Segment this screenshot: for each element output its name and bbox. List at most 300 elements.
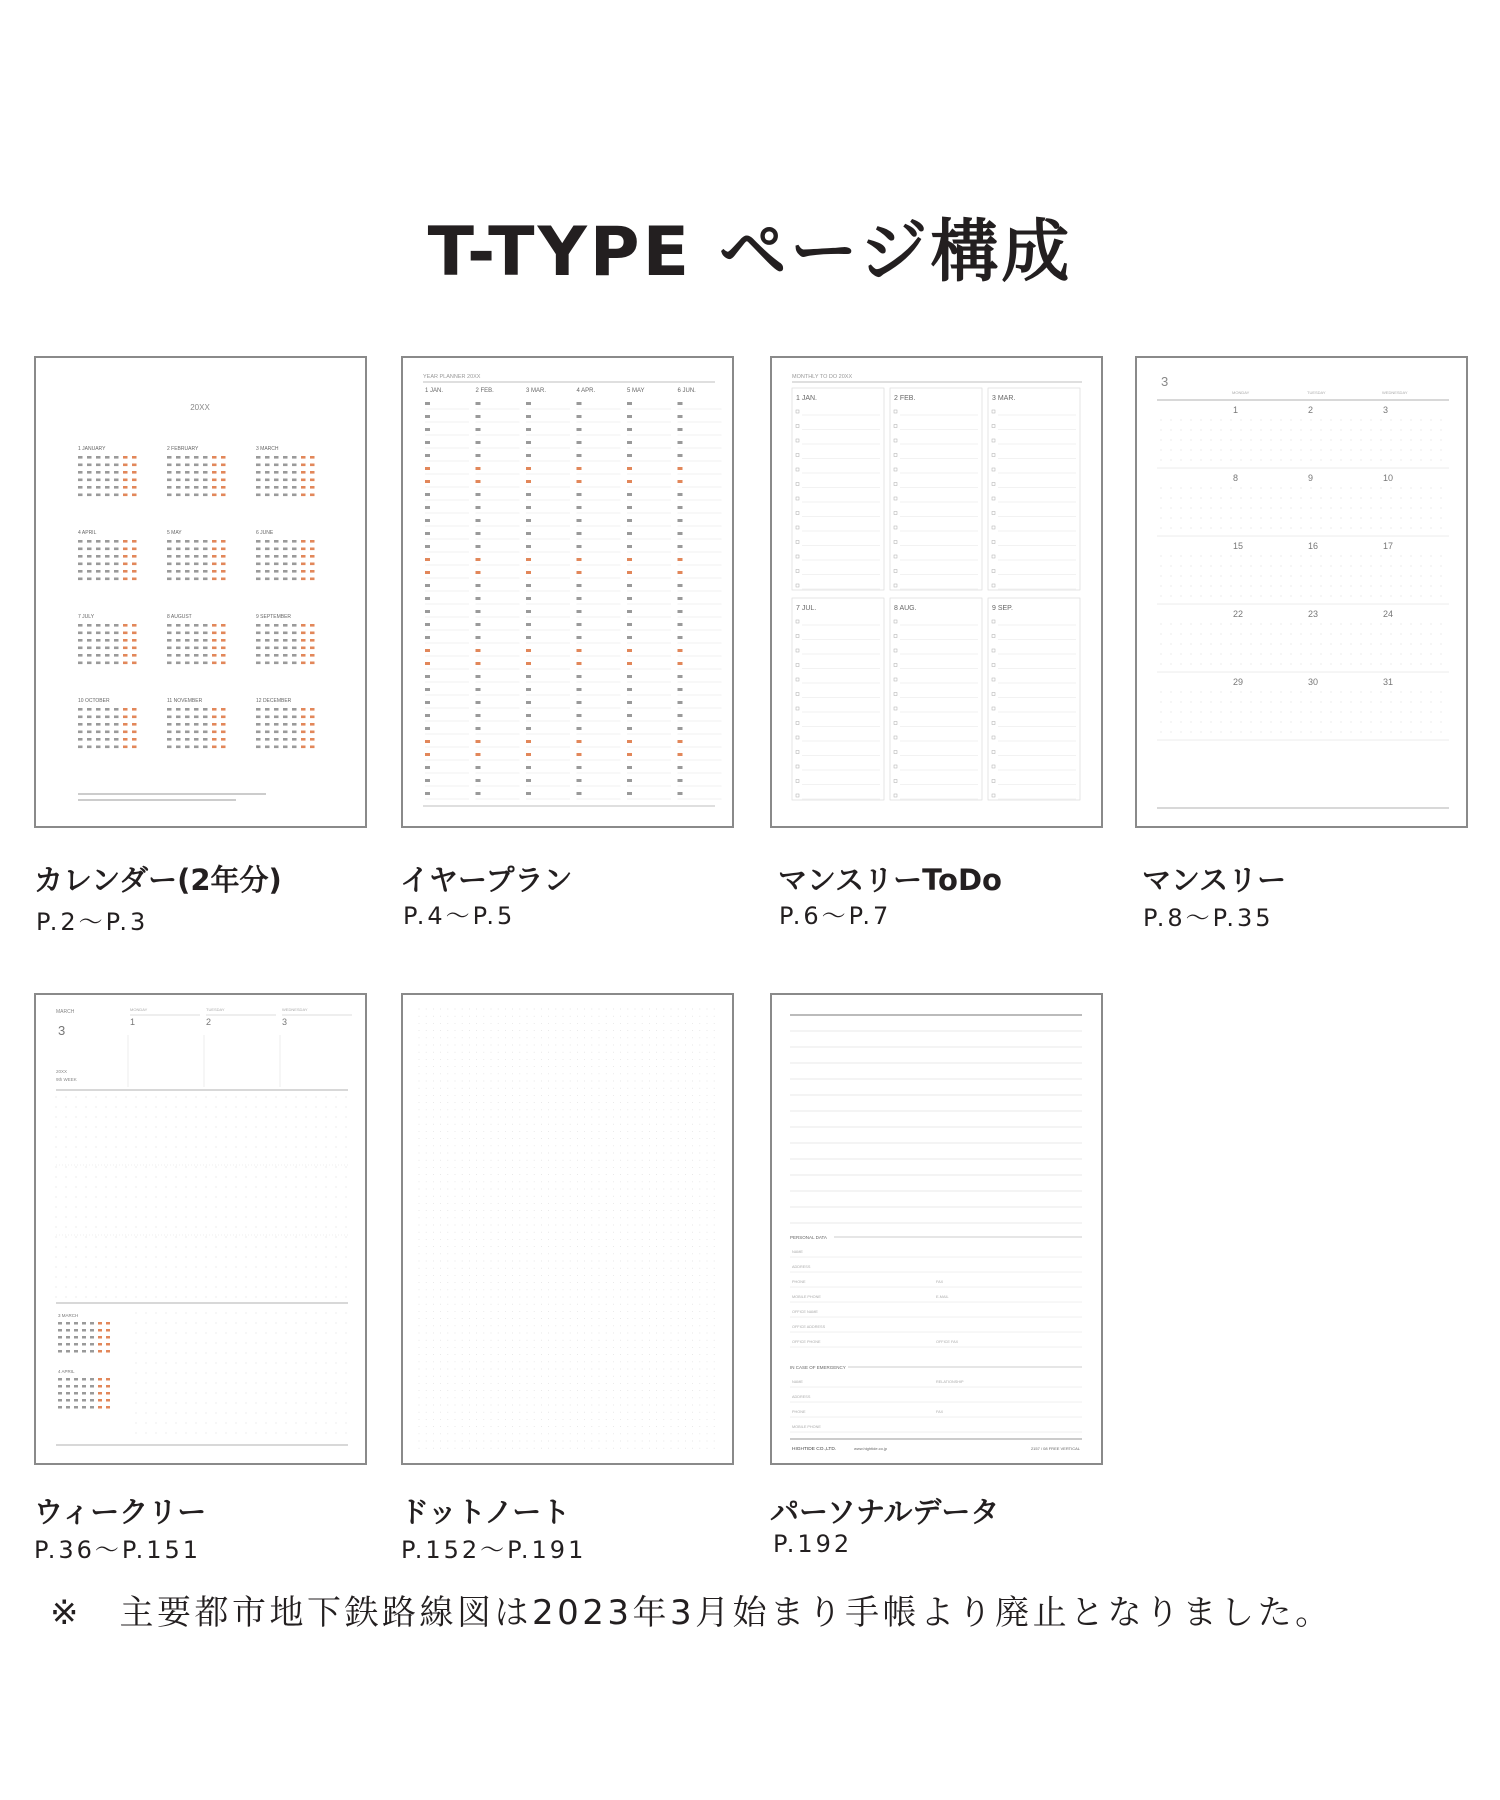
year-planner-day — [425, 428, 430, 431]
calendar-day — [87, 708, 92, 711]
personal-field: NAME — [792, 1380, 803, 1384]
monthly-todo-header: MONTHLY TO DO 20XX — [792, 374, 853, 380]
year-planner-day — [476, 636, 481, 639]
page-title: T-TYPE ページ構成 — [427, 213, 1073, 292]
year-planner-day — [678, 519, 683, 522]
year-planner-day — [627, 402, 632, 405]
year-planner-day — [526, 480, 531, 483]
todo-checkbox — [894, 439, 897, 442]
calendar-day — [292, 708, 297, 711]
calendar-day — [221, 486, 226, 489]
calendar-day — [123, 464, 128, 467]
year-planner-day — [577, 610, 582, 613]
calendar-day — [212, 548, 217, 551]
monthly-weekday: MONDAY — [1232, 390, 1250, 395]
calendar-day — [78, 555, 83, 558]
calendar-day — [176, 570, 181, 573]
calendar-day — [114, 548, 119, 551]
calendar-day — [221, 632, 226, 635]
calendar-day — [87, 716, 92, 719]
weekly-mini-day — [82, 1329, 86, 1332]
calendar-day — [123, 555, 128, 558]
todo-checkbox — [992, 693, 995, 696]
year-planner-day — [627, 545, 632, 548]
calendar-day — [96, 563, 101, 566]
calendar-day — [105, 471, 110, 474]
year-planner-day — [627, 480, 632, 483]
todo-checkbox — [796, 780, 799, 783]
calendar-day — [310, 548, 315, 551]
weekly-mini-day — [90, 1378, 94, 1381]
todo-checkbox — [796, 497, 799, 500]
calendar-day — [283, 456, 288, 459]
personal-field: FAX — [936, 1410, 944, 1414]
calendar-day — [301, 746, 306, 749]
todo-checkbox — [796, 620, 799, 623]
calendar-day — [114, 708, 119, 711]
year-planner-day — [678, 636, 683, 639]
calendar-day — [301, 639, 306, 642]
calendar-day — [265, 555, 270, 558]
calendar-day — [274, 708, 279, 711]
weekly-mini-day — [66, 1350, 70, 1353]
calendar-day — [87, 479, 92, 482]
year-planner-day — [627, 740, 632, 743]
calendar-day — [96, 716, 101, 719]
calendar-day — [292, 486, 297, 489]
calendar-day — [203, 654, 208, 657]
calendar-day — [265, 456, 270, 459]
calendar-day — [256, 471, 261, 474]
calendar-day — [167, 624, 172, 627]
year-planner-day — [627, 792, 632, 795]
calendar-day — [221, 548, 226, 551]
calendar-day — [114, 746, 119, 749]
calendar-day — [203, 731, 208, 734]
calendar-day — [212, 479, 217, 482]
caption-personal-data: パーソナルデータ — [770, 1495, 1000, 1529]
calendar-day — [292, 555, 297, 558]
year-planner-day — [577, 480, 582, 483]
calendar-day — [78, 464, 83, 467]
year-planner-day — [627, 441, 632, 444]
todo-checkbox — [894, 794, 897, 797]
calendar-day — [265, 471, 270, 474]
calendar-day — [185, 456, 190, 459]
calendar-day — [176, 563, 181, 566]
year-planner-day — [425, 753, 430, 756]
todo-checkbox — [894, 620, 897, 623]
calendar-day — [114, 471, 119, 474]
calendar-day — [87, 555, 92, 558]
calendar-day — [292, 540, 297, 543]
calendar-day — [87, 486, 92, 489]
calendar-day — [274, 662, 279, 665]
discontinued-note: ※ 主要都市地下鉄路線図は2023年3月始まり手帳より廃止となりました。 — [50, 1593, 1333, 1633]
year-planner-day — [476, 415, 481, 418]
year-planner-day — [425, 467, 430, 470]
year-planner-day — [577, 779, 582, 782]
calendar-day — [176, 639, 181, 642]
calendar-day — [283, 647, 288, 650]
monthly-date: 9 — [1308, 473, 1314, 483]
year-planner-day — [577, 519, 582, 522]
dot-grid — [1161, 420, 1442, 461]
todo-checkbox — [796, 751, 799, 754]
calendar-day — [78, 731, 83, 734]
calendar-day — [274, 647, 279, 650]
weekly-mini-day — [58, 1322, 62, 1325]
calendar-day — [292, 662, 297, 665]
calendar-day — [123, 738, 128, 741]
calendar-day — [292, 624, 297, 627]
personal-field: OFFICE FAX — [936, 1340, 959, 1344]
year-planner-day — [627, 532, 632, 535]
calendar-day — [283, 548, 288, 551]
calendar-day — [274, 456, 279, 459]
calendar-day — [203, 723, 208, 726]
calendar-day — [87, 662, 92, 665]
year-planner-day — [476, 727, 481, 730]
year-planner-day — [425, 727, 430, 730]
weekly-mini-day — [90, 1343, 94, 1346]
calendar-day — [132, 624, 137, 627]
year-planner-day — [678, 506, 683, 509]
calendar-day — [176, 708, 181, 711]
year-planner-day — [627, 753, 632, 756]
todo-checkbox — [992, 425, 995, 428]
weekly-mini-day — [98, 1343, 102, 1346]
calendar-day — [256, 624, 261, 627]
calendar-day — [123, 708, 128, 711]
year-planner-day — [577, 766, 582, 769]
calendar-day — [212, 738, 217, 741]
calendar-day — [292, 632, 297, 635]
calendar-day — [167, 486, 172, 489]
calendar-day — [105, 731, 110, 734]
calendar-day — [78, 578, 83, 581]
calendar-day — [265, 723, 270, 726]
calendar-day — [123, 486, 128, 489]
monthly-weekday: WEDNESDAY — [1382, 390, 1408, 395]
calendar-day — [132, 578, 137, 581]
calendar-day — [212, 639, 217, 642]
dot-grid — [136, 1313, 347, 1434]
calendar-day — [87, 578, 92, 581]
calendar-day — [114, 464, 119, 467]
calendar-day — [185, 578, 190, 581]
calendar-day — [203, 662, 208, 665]
year-planner-day — [425, 454, 430, 457]
year-planner-day — [577, 415, 582, 418]
calendar-day — [221, 479, 226, 482]
calendar-day — [212, 731, 217, 734]
todo-checkbox — [992, 620, 995, 623]
calendar-day — [123, 654, 128, 657]
year-planner-day — [678, 597, 683, 600]
calendar-day — [274, 540, 279, 543]
calendar-day — [194, 624, 199, 627]
year-planner-day — [425, 545, 430, 548]
calendar-day — [221, 624, 226, 627]
calendar-day — [265, 731, 270, 734]
year-planner-day — [577, 454, 582, 457]
dot-grid — [1161, 488, 1442, 529]
todo-checkbox — [894, 707, 897, 710]
calendar-day — [87, 731, 92, 734]
todo-checkbox — [796, 584, 799, 587]
year-planner-day — [577, 714, 582, 717]
todo-box — [792, 598, 884, 800]
calendar-day — [176, 464, 181, 467]
weekly-mini-day — [58, 1336, 62, 1339]
year-planner-day — [678, 480, 683, 483]
year-planner-day — [526, 571, 531, 574]
calendar-day — [301, 555, 306, 558]
year-planner-day — [577, 545, 582, 548]
year-planner-day — [627, 493, 632, 496]
calendar-day — [221, 746, 226, 749]
calendar-day — [256, 662, 261, 665]
year-planner-day — [425, 688, 430, 691]
year-planner-day — [476, 597, 481, 600]
weekly-mini-day — [66, 1378, 70, 1381]
calendar-day — [194, 716, 199, 719]
calendar-day — [265, 570, 270, 573]
calendar-day — [87, 632, 92, 635]
year-planner-day — [627, 454, 632, 457]
year-planner-day — [526, 493, 531, 496]
year-planner-day — [425, 506, 430, 509]
calendar-day — [78, 662, 83, 665]
calendar-day — [123, 624, 128, 627]
weekly-mini-day — [90, 1329, 94, 1332]
personal-brand: HIGHTIDE CO.,LTD. — [792, 1447, 837, 1452]
calendar-day — [212, 746, 217, 749]
calendar-day — [212, 563, 217, 566]
calendar-day — [203, 563, 208, 566]
calendar-day — [123, 494, 128, 497]
year-planner-month: 2 FEB. — [475, 388, 494, 394]
year-planner-day — [476, 402, 481, 405]
calendar-day — [274, 632, 279, 635]
calendar-day — [283, 632, 288, 635]
calendar-day — [301, 494, 306, 497]
calendar-day — [105, 479, 110, 482]
calendar-day — [176, 578, 181, 581]
year-planner-day — [577, 558, 582, 561]
todo-checkbox — [894, 780, 897, 783]
calendar-day — [203, 555, 208, 558]
calendar-day — [167, 738, 172, 741]
calendar-day — [301, 662, 306, 665]
calendar-day — [167, 563, 172, 566]
calendar-month-label: 6 JUNE — [256, 530, 274, 536]
year-planner-day — [627, 519, 632, 522]
year-planner-day — [526, 740, 531, 743]
weekly-mini-day — [74, 1336, 78, 1339]
year-planner-day — [526, 662, 531, 665]
dot-note-thumbnail — [401, 993, 734, 1465]
year-planner-day — [425, 493, 430, 496]
calendar-day — [194, 479, 199, 482]
todo-checkbox — [992, 765, 995, 768]
calendar-day — [176, 723, 181, 726]
weekly-mini-day — [98, 1406, 102, 1409]
calendar-day — [283, 555, 288, 558]
personal-field: OFFICE NAME — [792, 1310, 818, 1314]
weekly-mini-day — [106, 1322, 110, 1325]
personal-field: E-MAIL — [936, 1295, 949, 1299]
calendar-day — [283, 708, 288, 711]
calendar-day — [310, 662, 315, 665]
year-planner-day — [577, 571, 582, 574]
year-planner-day — [526, 753, 531, 756]
weekly-month-number: 3 — [58, 1023, 66, 1038]
calendar-day — [105, 578, 110, 581]
weekly-mini-day — [82, 1350, 86, 1353]
calendar-day — [292, 738, 297, 741]
todo-box — [988, 598, 1080, 800]
calendar-day — [78, 654, 83, 657]
weekly-mini-day — [106, 1392, 110, 1395]
todo-checkbox — [796, 541, 799, 544]
calendar-day — [87, 647, 92, 650]
calendar-day — [176, 471, 181, 474]
calendar-day — [221, 555, 226, 558]
dot-grid — [1161, 556, 1442, 597]
weekly-mini-day — [66, 1322, 70, 1325]
calendar-day — [256, 570, 261, 573]
calendar-day — [87, 471, 92, 474]
calendar-day — [203, 548, 208, 551]
year-planner-day — [627, 584, 632, 587]
calendar-day — [301, 716, 306, 719]
calendar-day — [123, 639, 128, 642]
calendar-day — [203, 540, 208, 543]
calendar-day — [265, 632, 270, 635]
year-planner-day — [425, 480, 430, 483]
calendar-day — [123, 471, 128, 474]
weekly-mini-day — [106, 1399, 110, 1402]
calendar-day — [185, 570, 190, 573]
year-planner-day — [476, 779, 481, 782]
year-planner-day — [678, 610, 683, 613]
year-planner-day — [627, 558, 632, 561]
todo-checkbox — [992, 410, 995, 413]
todo-checkbox — [894, 570, 897, 573]
year-planner-day — [526, 766, 531, 769]
calendar-day — [212, 716, 217, 719]
year-planner-month: 4 APR. — [576, 388, 596, 394]
year-planner-day — [577, 649, 582, 652]
year-planner-day — [526, 506, 531, 509]
calendar-month-label: 8 AUGUST — [167, 614, 192, 620]
calendar-day — [256, 548, 261, 551]
calendar-day — [310, 624, 315, 627]
todo-checkbox — [894, 765, 897, 768]
year-planner-day — [476, 623, 481, 626]
todo-checkbox — [796, 570, 799, 573]
year-planner-day — [577, 662, 582, 665]
calendar-day — [123, 563, 128, 566]
todo-checkbox — [894, 425, 897, 428]
calendar-day — [265, 540, 270, 543]
year-planner-day — [526, 545, 531, 548]
year-planner-day — [678, 441, 683, 444]
calendar-day — [78, 486, 83, 489]
calendar-day — [221, 731, 226, 734]
calendar-day — [78, 716, 83, 719]
todo-box — [890, 598, 982, 800]
calendar-day — [96, 746, 101, 749]
calendar-day — [283, 624, 288, 627]
year-planner-day — [425, 558, 430, 561]
year-planner-day — [526, 688, 531, 691]
weekly-mini-day — [106, 1378, 110, 1381]
calendar-day — [292, 456, 297, 459]
calendar-day — [310, 570, 315, 573]
calendar-day — [176, 456, 181, 459]
todo-checkbox — [992, 541, 995, 544]
year-planner-day — [627, 727, 632, 730]
calendar-day — [310, 540, 315, 543]
calendar-day — [185, 708, 190, 711]
calendar-day — [114, 662, 119, 665]
calendar-day — [132, 746, 137, 749]
year-planner-day — [476, 688, 481, 691]
calendar-day — [212, 486, 217, 489]
monthly-date: 2 — [1308, 405, 1314, 415]
personal-field: FAX — [936, 1280, 944, 1284]
calendar-day — [292, 548, 297, 551]
calendar-day — [105, 746, 110, 749]
calendar-day — [132, 738, 137, 741]
calendar-day — [203, 708, 208, 711]
calendar-day — [301, 708, 306, 711]
calendar-day — [78, 456, 83, 459]
calendar-day — [123, 731, 128, 734]
todo-checkbox — [992, 664, 995, 667]
monthly-month-number: 3 — [1161, 374, 1169, 389]
calendar-day — [114, 654, 119, 657]
calendar-day — [221, 464, 226, 467]
year-planner-day — [476, 467, 481, 470]
weekly-day-number: 2 — [206, 1017, 212, 1027]
personal-data-thumbnail — [770, 993, 1103, 1465]
year-planner-day — [627, 688, 632, 691]
calendar-day — [167, 548, 172, 551]
year-planner-day — [526, 584, 531, 587]
calendar-day — [301, 578, 306, 581]
calendar-day — [132, 494, 137, 497]
year-planner-day — [678, 532, 683, 535]
calendar-day — [212, 654, 217, 657]
year-planner-day — [678, 493, 683, 496]
calendar-day — [283, 494, 288, 497]
monthly-date: 24 — [1383, 609, 1394, 619]
calendar-day — [123, 632, 128, 635]
weekly-mini-day — [74, 1399, 78, 1402]
calendar-day — [132, 563, 137, 566]
calendar-month-label: 10 OCTOBER — [78, 698, 110, 704]
year-planner-day — [526, 558, 531, 561]
todo-checkbox — [894, 635, 897, 638]
calendar-day — [194, 654, 199, 657]
calendar-day — [310, 723, 315, 726]
calendar-day — [167, 456, 172, 459]
calendar-day — [292, 563, 297, 566]
